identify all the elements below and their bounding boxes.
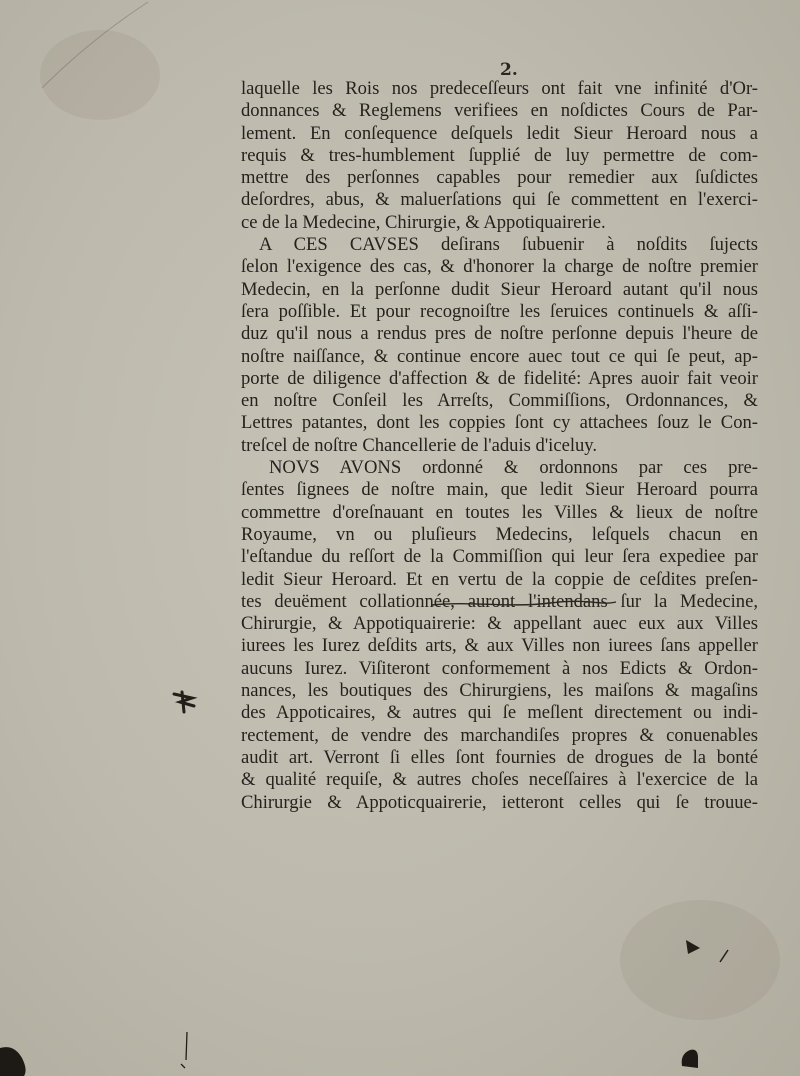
text-line: noſtre naiſſance, & continue encore auec tout ce qui ſe peut, ap-	[241, 345, 758, 367]
text-line: Chirurgie & Appoticquairerie, ietteront celles qui ſe trouue-	[241, 791, 758, 813]
text-line: requis & tres-humblement ſupplié de luy permettre de com-	[241, 144, 758, 166]
margin-ink-mark	[170, 688, 202, 716]
text-line: des Appoticaires, & autres qui ſe meſlent directement ou indi-	[241, 702, 758, 724]
text-line: audit art. Verront ſi elles ſont fournies de drogues de la bonté	[241, 746, 758, 768]
text-line: Lettres patantes, dont les coppies ſont cy attachees ſouz le Con-	[241, 412, 758, 434]
corner-blot	[0, 1040, 30, 1076]
margin-ink-mark	[680, 936, 740, 968]
text-line: deſordres, abus, & maluerſations qui ſe commettent en l'exerci-	[241, 189, 758, 211]
text-line: l'eſtandue du reſſort de la Commiſſion qui leur ſera expediee par	[241, 546, 758, 568]
text-line: porte de diligence d'affection & de fidelité: Apres auoir fait veoir	[241, 367, 758, 389]
ink-blot	[678, 1046, 702, 1070]
text-line: Chirurgie, & Appotiquairerie: & appellant auec eux aux Villes	[241, 613, 758, 635]
text-line: A CES CAVSES deſirans ſubuenir à noſdits ſujects	[259, 234, 758, 256]
text-line: en noſtre Conſeil les Arreſts, Commiſſions, Ordonnances, &	[241, 390, 758, 412]
text-line: donnances & Reglemens verifiees en noſdictes Cours de Par-	[241, 100, 758, 122]
text-line: Royaume, vn ou pluſieurs Medecins, leſquels chacun en	[241, 523, 758, 545]
text-line: duz qu'il nous a rendus pres de noſtre perſonne depuis l'heure de	[241, 323, 758, 345]
text-line: commettre d'oreſnauant en toutes les Villes & lieux de noſtre	[241, 501, 758, 523]
text-line: aucuns Iurez. Viſiteront conformement à nos Edicts & Ordon-	[241, 657, 758, 679]
text-line: ledit Sieur Heroard. Et en vertu de la coppie de ceſdites preſen-	[241, 568, 758, 590]
text-line: rectement, de vendre des marchandiſes propres & conuenables	[241, 724, 758, 746]
text-line: NOVS AVONS ordonné & ordonnons par ces pre-	[269, 457, 758, 479]
text-line: nances, les boutiques des Chirurgiens, les maiſons & magaſins	[241, 680, 758, 702]
text-line: mettre des perſonnes capables pour remedier aux ſuſdictes	[241, 167, 758, 189]
text-line: treſcel de noſtre Chancellerie de l'aduis d'iceluy.	[241, 434, 598, 456]
text-line: ſera poſſible. Et pour recognoiſtre les ſeruices continuels & aſſi-	[241, 300, 758, 322]
text-line: iurees les Iurez deſdits arts, & aux Villes non iurees ſans appeller	[241, 635, 758, 657]
page-fold-crease	[40, 0, 150, 90]
text-line: laquelle les Rois nos predeceſſeurs ont fait vne infinité d'Or-	[241, 78, 758, 99]
text-line: Medecin, en la perſonne dudit Sieur Heroard autant qu'il nous	[241, 278, 758, 300]
text-line: ce de la Medecine, Chirurgie, & Appotiquairerie.	[241, 211, 606, 233]
text-line: ſelon l'exigence des cas, & d'honorer la charge de noſtre premier	[241, 256, 758, 278]
text-line: lement. En conſequence deſquels ledit Sieur Heroard nous a	[241, 122, 758, 144]
text-line: tes deuëment collationnée, auront l'intendans ſur la Medecine,	[241, 590, 758, 612]
text-line: & qualité requiſe, & autres choſes neceſſaires à l'exercice de la	[241, 769, 758, 791]
margin-ink-mark	[175, 1030, 195, 1070]
page-number: 2.	[500, 60, 518, 80]
handwritten-underline	[430, 597, 620, 611]
text-line: ſentes ſignees de noſtre main, que ledit Sieur Heroard pourra	[241, 479, 758, 501]
body-text	[241, 78, 758, 814]
